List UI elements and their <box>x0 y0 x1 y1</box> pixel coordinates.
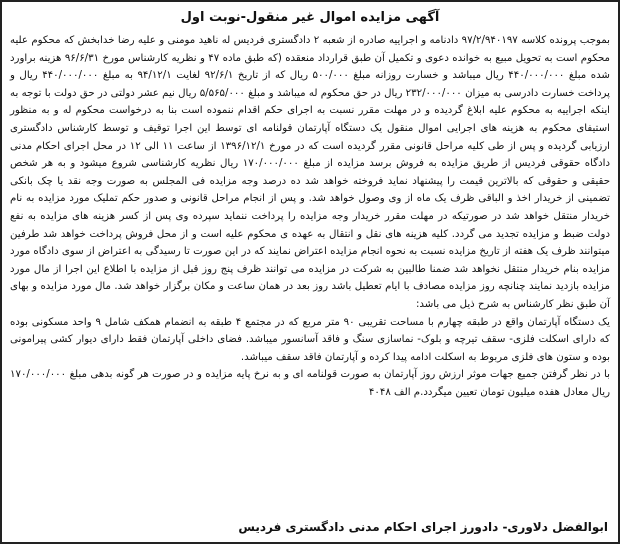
notice-paragraph-main: بموجب پرونده کلاسه ۹۷/۲/۹۴۰۱۹۷ دادنامه و اجراییه صادره از شعبه ۲ دادگستری فردیس له ناهید مومنی و علیه رضا خدابخش که محکوم علیه محکوم است به تحویل مبیع به خوانده دعوی و تکمیل آن طبق قرارداد منعقده (که طبق ماده ۴۷ و نظریه کارشناس مورخ ۹۶/۶/۳۱ هزینه براورد شده مبلغ ۴۴۰/۰۰۰/۰۰۰ ریال میباشد و خسارت روزانه مبلغ ۵۰۰/۰۰۰ ریال که از تاریخ ۹۲/۶/۱ لغایت ۹۴/۱۲/۱ به مبلغ ۴۴۰/۰۰۰/۰۰۰ ریال و پرداخت خسارت دادرسی به میزان ۲۳۲/۰۰۰/۰۰۰ ریال در حق محکوم له میباشد و مبلغ ۵/۵۶۵/۰۰۰ ریال نیم عشر دولتی در حق دولت با توجه به اینکه اجراییه به محکوم علیه ابلاغ گردیده و در مهلت مقرر نسبت به اجرای حکم اقدام ننموده است بنا به درخواست محکوم له و به منظور استیفای محکوم به هزینه های اجرایی اموال منقول یک دستگاه آپارتمان قولنامه ای توسط این اجرا توقیف و توسط کارشناس دادگستری ارزیابی گردیده و پس از طی کلیه مراحل قانونی مقرر گردیده است که در مورخ ۱۳۹۶/۱۲/۱ از ساعت ۱۱ الی ۱۲ در محل اجرای احکام مدنی دادگاه حقوقی فردیس از طریق مزایده به فروش برسد مزایده از مبلغ ۱۷۰/۰۰۰/۰۰۰ ریال نظریه کارشناسی شروع میشود و به هر شخص حقیقی و حقوقی که بالاترین قیمت را پیشنهاد نماید فروخته خواهد شد ده درصد وجه مزایده فی المجلس به صورت وجه نقد یا چک بانکی تضمینی از خریدار اخذ و الباقی ظرف یک ماه از وی وصول خواهد شد. و پس از انجام مراحل قانونی و صدور حکم تملیک مورد مزایده به نام خریدار منتقل خواهد شد در صورتیکه در مهلت مقرر خریدار وجه مزایده را پرداخت ننماید سپرده وی پس از کسر هزینه های مزایده به نفع دولت ضبط و مزایده تجدید می گردد. کلیه هزینه های نقل و انتقال به عهده ی محکوم علیه است و از محل فروش پرداخت خواهد شد طرفین میتوانند ظرف یک هفته از تاریخ مزایده نسبت به نحوه انجام مزایده اعتراض نمایند که در این صورت تا رسیدگی به اعتراض از سوی دادگاه مورد مزایده بنام خریدار منتقل نخواهد شد ضمنا طالبین به شرکت در مزایده می توانند ظرف پنج روز قبل از مزایده با اطلاع این اجرا از مال مورد مزایده بازدید نمایند چنانچه روز مزایده مصادف با ایام تعطیل باشد روز بعد در همان ساعت و مکان برگزار خواهد شد. مال مورد مزایده و بهای آن طبق نظر کارشناس به شرح ذیل می باشد: <box>10 35 610 310</box>
notice-signature: ابوالفضل دلاوری- دادورز اجرای احکام مدنی دادگستری فردیس <box>238 520 608 534</box>
notice-body <box>10 32 610 401</box>
notice-paragraph-valuation: با در نظر گرفتن جمیع جهات موثر ارزش روز آپارتمان به صورت قولنامه ای و به نرخ پایه مزایده و در صورت هر گونه بدهی مبلغ ۱۷۰/۰۰۰/۰۰۰ ریال معادل هفده میلیون تومان تعیین میگردد.م الف ۴۰۴۸ <box>10 369 610 398</box>
notice-paragraph-property: یک دستگاه آپارتمان واقع در طبقه چهارم با مساحت تقریبی ۹۰ متر مربع که در مجتمع ۴ طبقه به انضمام همکف شامل ۹ واحد مسکونی بوده که دارای اسکلت فلزی- سقف تیرچه و بلوک- نماسازی سنگ و فاقد آسانسور میباشد. فضای داخلی آپارتمان فقط دارای دیوار کشی پیرامونی بوده و ستون های فلزی مربوط به اسکلت ادامه پیدا کرده و آپارتمان فاقد سقف میباشد. <box>10 316 611 363</box>
notice-title: آگهی مزایده اموال غیر منقول-نوبت اول <box>180 10 440 25</box>
